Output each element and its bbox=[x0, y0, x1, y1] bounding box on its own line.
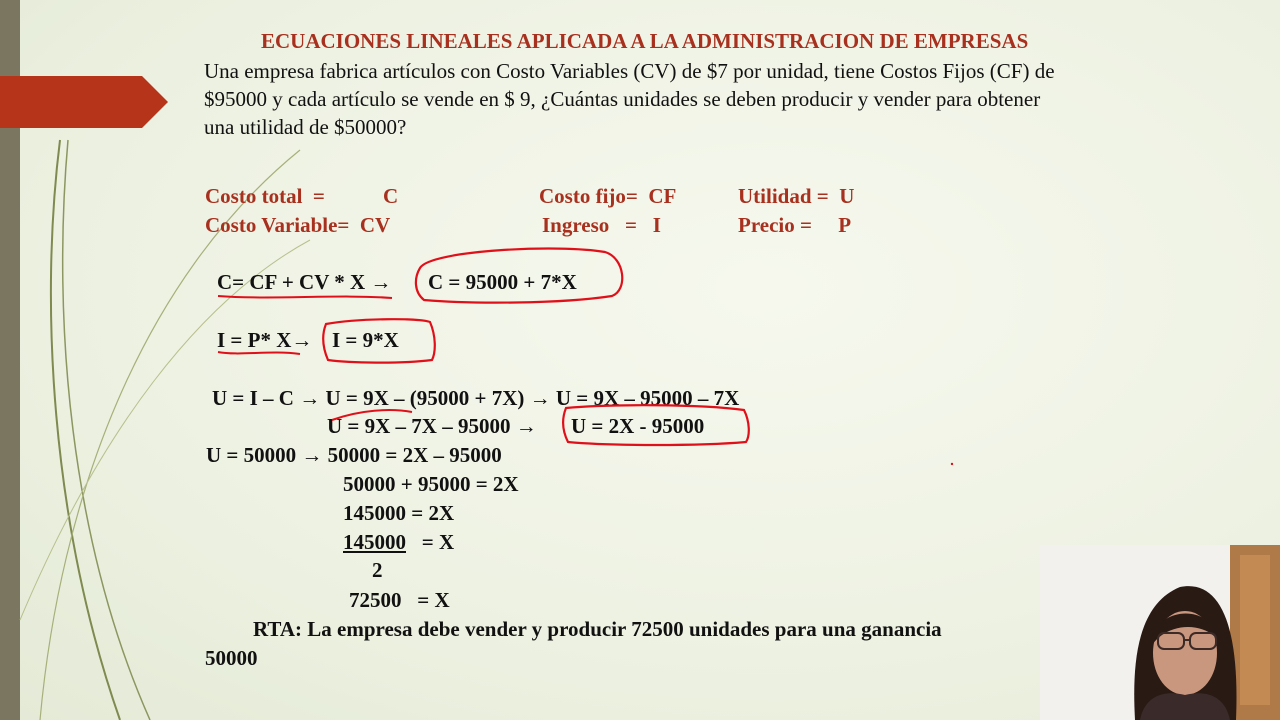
ink-dot bbox=[951, 463, 953, 465]
presenter-video bbox=[1040, 545, 1280, 720]
eq-utility-result: U = 2X - 95000 bbox=[571, 414, 705, 438]
answer-line-1: RTA: La empresa debe vender y producir 72500 unidades para una ganancia bbox=[253, 617, 942, 641]
problem-line-1: Una empresa fabrica artículos con Costo Variables (CV) de $7 por unidad, tiene Costos Fijos (CF) de bbox=[204, 59, 1055, 83]
eq-solve-line-1: U = 50000 → 50000 = 2X – 95000 bbox=[206, 443, 502, 467]
problem-line-3: una utilidad de $50000? bbox=[204, 115, 407, 139]
fraction-denominator: 2 bbox=[372, 558, 383, 582]
eq-utility-line-2: U = 9X – 7X – 95000 → bbox=[327, 414, 537, 438]
fraction-line bbox=[343, 532, 454, 553]
eq-cost-result: C = 95000 + 7*X bbox=[428, 270, 577, 294]
def-costo-fijo: Costo fijo= CF bbox=[539, 184, 677, 208]
def-costo-total-symbol: C bbox=[383, 184, 399, 208]
def-utilidad: Utilidad = U bbox=[738, 184, 855, 208]
eq-income-result: I = 9*X bbox=[332, 328, 399, 352]
answer-line-2: 50000 bbox=[205, 646, 258, 670]
def-costo-variable: Costo Variable= CV bbox=[205, 213, 391, 237]
problem-line-2: $95000 y cada artículo se vende en $ 9, ¿Cuántas unidades se deben producir y vender para obtener bbox=[204, 87, 1041, 111]
eq-solve-result: 72500 = X bbox=[349, 588, 450, 612]
eq-solve-line-3: 145000 = 2X bbox=[343, 501, 455, 525]
eq-utility-line-1: U = I – C → U = 9X – (95000 + 7X) → U = 9X – 95000 – 7X bbox=[212, 386, 740, 410]
fraction-numerator: 145000 bbox=[343, 530, 406, 554]
eq-solve-line-2: 50000 + 95000 = 2X bbox=[343, 472, 519, 496]
slide-title: ECUACIONES LINEALES APLICADA A LA ADMINISTRACION DE EMPRESAS bbox=[261, 29, 1029, 53]
def-ingreso: Ingreso = I bbox=[542, 213, 661, 237]
def-costo-total: Costo total = bbox=[205, 184, 325, 208]
eq-cost-formula: C= CF + CV * X → bbox=[217, 270, 392, 294]
fraction-rest: = X bbox=[406, 530, 455, 554]
def-precio: Precio = P bbox=[738, 213, 852, 237]
arrow-banner bbox=[0, 76, 168, 128]
webcam-overlay bbox=[1040, 545, 1280, 720]
eq-income-formula: I = P* X→ bbox=[217, 328, 313, 352]
